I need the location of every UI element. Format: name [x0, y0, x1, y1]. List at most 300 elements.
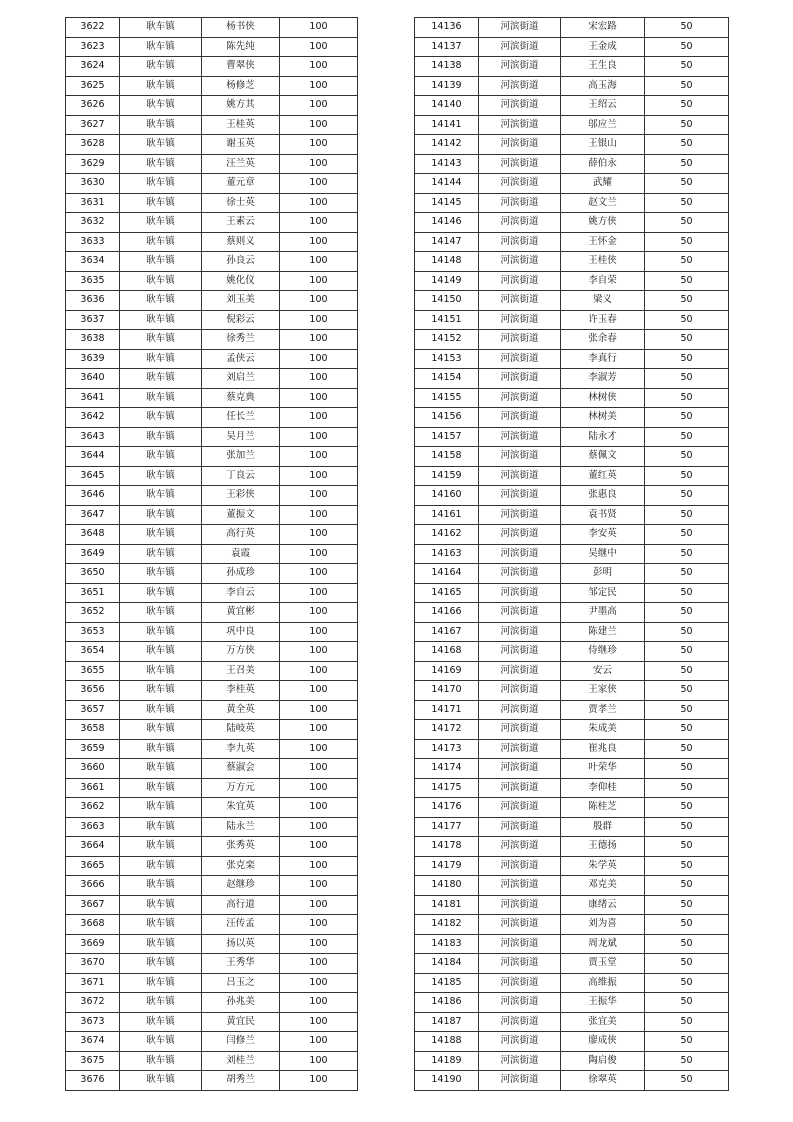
table-row [66, 603, 358, 623]
serial-number-cell: 14145 [415, 193, 479, 213]
person-name-cell: 陈先纯 [202, 37, 280, 57]
location-cell: 耿车镇 [120, 291, 202, 311]
person-name-cell: 谢玉英 [202, 135, 280, 155]
location-cell: 河滨街道 [479, 856, 561, 876]
amount-cell: 100 [280, 817, 358, 837]
serial-number-cell: 14189 [415, 1051, 479, 1071]
amount-cell: 100 [280, 271, 358, 291]
person-name-cell: 孟侠云 [202, 349, 280, 369]
location-cell: 耿车镇 [120, 915, 202, 935]
person-name-cell: 曹翠侠 [202, 57, 280, 77]
table-row [415, 759, 729, 779]
amount-cell: 50 [645, 1012, 729, 1032]
serial-number-cell: 3676 [66, 1071, 120, 1091]
location-cell: 河滨街道 [479, 1032, 561, 1052]
person-name-cell: 张宜美 [561, 1012, 645, 1032]
person-name-cell: 陶启俊 [561, 1051, 645, 1071]
serial-number-cell: 14180 [415, 876, 479, 896]
serial-number-cell: 3671 [66, 973, 120, 993]
serial-number-cell: 3675 [66, 1051, 120, 1071]
amount-cell: 100 [280, 447, 358, 467]
serial-number-cell: 3641 [66, 388, 120, 408]
person-name-cell: 李桂英 [202, 681, 280, 701]
person-name-cell: 贾玉堂 [561, 954, 645, 974]
location-cell: 河滨街道 [479, 525, 561, 545]
location-cell: 河滨街道 [479, 154, 561, 174]
table-row [66, 232, 358, 252]
amount-cell: 100 [280, 369, 358, 389]
person-name-cell: 许玉春 [561, 310, 645, 330]
table-row [415, 1071, 729, 1091]
serial-number-cell: 14143 [415, 154, 479, 174]
table-row [66, 18, 358, 38]
amount-cell: 100 [280, 603, 358, 623]
location-cell: 河滨街道 [479, 291, 561, 311]
location-cell: 河滨街道 [479, 798, 561, 818]
person-name-cell: 李淑芳 [561, 369, 645, 389]
table-row [415, 973, 729, 993]
amount-cell: 50 [645, 856, 729, 876]
amount-cell: 100 [280, 700, 358, 720]
serial-number-cell: 14183 [415, 934, 479, 954]
amount-cell: 50 [645, 291, 729, 311]
serial-number-cell: 3644 [66, 447, 120, 467]
left-roster-table [65, 17, 358, 1091]
person-name-cell: 贾孝兰 [561, 700, 645, 720]
table-row [66, 252, 358, 272]
location-cell: 河滨街道 [479, 661, 561, 681]
person-name-cell: 朱宜英 [202, 798, 280, 818]
person-name-cell: 吴继中 [561, 544, 645, 564]
amount-cell: 100 [280, 1071, 358, 1091]
table-row [415, 154, 729, 174]
person-name-cell: 高维振 [561, 973, 645, 993]
person-name-cell: 高行道 [202, 895, 280, 915]
location-cell: 耿车镇 [120, 681, 202, 701]
location-cell: 河滨街道 [479, 252, 561, 272]
amount-cell: 100 [280, 915, 358, 935]
amount-cell: 50 [645, 583, 729, 603]
location-cell: 耿车镇 [120, 856, 202, 876]
person-name-cell: 王秀华 [202, 954, 280, 974]
amount-cell: 100 [280, 486, 358, 506]
serial-number-cell: 14177 [415, 817, 479, 837]
location-cell: 耿车镇 [120, 505, 202, 525]
location-cell: 耿车镇 [120, 603, 202, 623]
serial-number-cell: 3630 [66, 174, 120, 194]
serial-number-cell: 3637 [66, 310, 120, 330]
person-name-cell: 殷群 [561, 817, 645, 837]
person-name-cell: 邓克美 [561, 876, 645, 896]
serial-number-cell: 14149 [415, 271, 479, 291]
table-row [66, 642, 358, 662]
location-cell: 河滨街道 [479, 466, 561, 486]
table-row [66, 973, 358, 993]
table-row [415, 895, 729, 915]
location-cell: 河滨街道 [479, 330, 561, 350]
serial-number-cell: 3639 [66, 349, 120, 369]
table-row [415, 934, 729, 954]
serial-number-cell: 3625 [66, 76, 120, 96]
amount-cell: 100 [280, 564, 358, 584]
location-cell: 耿车镇 [120, 720, 202, 740]
person-name-cell: 邬应兰 [561, 115, 645, 135]
amount-cell: 100 [280, 135, 358, 155]
table-row [66, 778, 358, 798]
serial-number-cell: 3665 [66, 856, 120, 876]
serial-number-cell: 14140 [415, 96, 479, 116]
amount-cell: 50 [645, 447, 729, 467]
table-row [66, 739, 358, 759]
serial-number-cell: 14160 [415, 486, 479, 506]
table-row [415, 837, 729, 857]
amount-cell: 50 [645, 466, 729, 486]
location-cell: 耿车镇 [120, 349, 202, 369]
location-cell: 河滨街道 [479, 486, 561, 506]
amount-cell: 50 [645, 252, 729, 272]
location-cell: 耿车镇 [120, 661, 202, 681]
table-row [415, 18, 729, 38]
serial-number-cell: 3654 [66, 642, 120, 662]
amount-cell: 50 [645, 213, 729, 233]
amount-cell: 100 [280, 759, 358, 779]
table-row [415, 1051, 729, 1071]
serial-number-cell: 14178 [415, 837, 479, 857]
serial-number-cell: 3624 [66, 57, 120, 77]
table-row [66, 954, 358, 974]
table-row [66, 213, 358, 233]
table-row [66, 622, 358, 642]
person-name-cell: 崔兆良 [561, 739, 645, 759]
person-name-cell: 宋宏路 [561, 18, 645, 38]
amount-cell: 100 [280, 310, 358, 330]
person-name-cell: 武耀 [561, 174, 645, 194]
amount-cell: 50 [645, 876, 729, 896]
table-row [415, 486, 729, 506]
serial-number-cell: 14154 [415, 369, 479, 389]
person-name-cell: 陆岐英 [202, 720, 280, 740]
person-name-cell: 赵文兰 [561, 193, 645, 213]
amount-cell: 50 [645, 76, 729, 96]
table-row [66, 154, 358, 174]
person-name-cell: 薛伯永 [561, 154, 645, 174]
table-row [66, 817, 358, 837]
location-cell: 河滨街道 [479, 1051, 561, 1071]
location-cell: 耿车镇 [120, 1071, 202, 1091]
amount-cell: 100 [280, 525, 358, 545]
location-cell: 耿车镇 [120, 486, 202, 506]
person-name-cell: 王家侠 [561, 681, 645, 701]
person-name-cell: 巩中良 [202, 622, 280, 642]
amount-cell: 50 [645, 993, 729, 1013]
person-name-cell: 袁霞 [202, 544, 280, 564]
table-row [66, 681, 358, 701]
amount-cell: 50 [645, 564, 729, 584]
serial-number-cell: 14146 [415, 213, 479, 233]
table-row [66, 895, 358, 915]
table-row [415, 349, 729, 369]
amount-cell: 50 [645, 973, 729, 993]
amount-cell: 100 [280, 954, 358, 974]
table-row [415, 642, 729, 662]
serial-number-cell: 14176 [415, 798, 479, 818]
location-cell: 河滨街道 [479, 544, 561, 564]
person-name-cell: 梁义 [561, 291, 645, 311]
serial-number-cell: 3656 [66, 681, 120, 701]
location-cell: 耿车镇 [120, 135, 202, 155]
table-row [415, 739, 729, 759]
location-cell: 耿车镇 [120, 1012, 202, 1032]
table-row [415, 603, 729, 623]
amount-cell: 50 [645, 661, 729, 681]
amount-cell: 50 [645, 817, 729, 837]
location-cell: 河滨街道 [479, 603, 561, 623]
serial-number-cell: 3632 [66, 213, 120, 233]
serial-number-cell: 14188 [415, 1032, 479, 1052]
amount-cell: 50 [645, 895, 729, 915]
person-name-cell: 李九英 [202, 739, 280, 759]
amount-cell: 100 [280, 583, 358, 603]
amount-cell: 100 [280, 505, 358, 525]
table-row [66, 37, 358, 57]
location-cell: 耿车镇 [120, 330, 202, 350]
serial-number-cell: 14173 [415, 739, 479, 759]
serial-number-cell: 3660 [66, 759, 120, 779]
amount-cell: 100 [280, 739, 358, 759]
serial-number-cell: 3635 [66, 271, 120, 291]
person-name-cell: 李仰桂 [561, 778, 645, 798]
person-name-cell: 林树侠 [561, 388, 645, 408]
amount-cell: 50 [645, 778, 729, 798]
serial-number-cell: 3669 [66, 934, 120, 954]
amount-cell: 50 [645, 388, 729, 408]
location-cell: 耿车镇 [120, 583, 202, 603]
serial-number-cell: 3643 [66, 427, 120, 447]
table-row [415, 96, 729, 116]
serial-number-cell: 14184 [415, 954, 479, 974]
location-cell: 耿车镇 [120, 271, 202, 291]
serial-number-cell: 3649 [66, 544, 120, 564]
location-cell: 耿车镇 [120, 174, 202, 194]
person-name-cell: 姚化仪 [202, 271, 280, 291]
amount-cell: 50 [645, 232, 729, 252]
table-row [66, 427, 358, 447]
table-row [66, 1032, 358, 1052]
serial-number-cell: 3650 [66, 564, 120, 584]
location-cell: 河滨街道 [479, 934, 561, 954]
amount-cell: 50 [645, 330, 729, 350]
serial-number-cell: 14147 [415, 232, 479, 252]
table-row [415, 525, 729, 545]
table-row [66, 583, 358, 603]
amount-cell: 50 [645, 174, 729, 194]
location-cell: 河滨街道 [479, 720, 561, 740]
person-name-cell: 吴月兰 [202, 427, 280, 447]
amount-cell: 50 [645, 915, 729, 935]
person-name-cell: 刘玉美 [202, 291, 280, 311]
amount-cell: 50 [645, 798, 729, 818]
location-cell: 耿车镇 [120, 778, 202, 798]
amount-cell: 50 [645, 603, 729, 623]
serial-number-cell: 14190 [415, 1071, 479, 1091]
table-row [415, 369, 729, 389]
amount-cell: 100 [280, 798, 358, 818]
amount-cell: 100 [280, 388, 358, 408]
serial-number-cell: 3645 [66, 466, 120, 486]
table-row [66, 466, 358, 486]
amount-cell: 50 [645, 622, 729, 642]
location-cell: 河滨街道 [479, 213, 561, 233]
amount-cell: 50 [645, 1032, 729, 1052]
amount-cell: 50 [645, 486, 729, 506]
table-row [415, 993, 729, 1013]
table-row [415, 1032, 729, 1052]
person-name-cell: 黄宜彬 [202, 603, 280, 623]
table-row [66, 759, 358, 779]
person-name-cell: 蔡佩文 [561, 447, 645, 467]
amount-cell: 50 [645, 408, 729, 428]
person-name-cell: 蔡淑会 [202, 759, 280, 779]
location-cell: 耿车镇 [120, 369, 202, 389]
table-row [415, 271, 729, 291]
amount-cell: 50 [645, 954, 729, 974]
location-cell: 河滨街道 [479, 447, 561, 467]
location-cell: 河滨街道 [479, 349, 561, 369]
person-name-cell: 徐翠英 [561, 1071, 645, 1091]
amount-cell: 100 [280, 544, 358, 564]
location-cell: 耿车镇 [120, 193, 202, 213]
location-cell: 耿车镇 [120, 447, 202, 467]
amount-cell: 100 [280, 232, 358, 252]
serial-number-cell: 3659 [66, 739, 120, 759]
location-cell: 河滨街道 [479, 778, 561, 798]
serial-number-cell: 3626 [66, 96, 120, 116]
serial-number-cell: 3642 [66, 408, 120, 428]
person-name-cell: 陆永才 [561, 427, 645, 447]
location-cell: 耿车镇 [120, 427, 202, 447]
amount-cell: 50 [645, 115, 729, 135]
amount-cell: 100 [280, 934, 358, 954]
person-name-cell: 刘桂兰 [202, 1051, 280, 1071]
location-cell: 河滨街道 [479, 505, 561, 525]
table-row [415, 57, 729, 77]
serial-number-cell: 3661 [66, 778, 120, 798]
serial-number-cell: 3631 [66, 193, 120, 213]
table-row [415, 37, 729, 57]
table-row [66, 271, 358, 291]
person-name-cell: 张惠良 [561, 486, 645, 506]
serial-number-cell: 14142 [415, 135, 479, 155]
serial-number-cell: 3663 [66, 817, 120, 837]
person-name-cell: 倪彩云 [202, 310, 280, 330]
amount-cell: 100 [280, 174, 358, 194]
location-cell: 河滨街道 [479, 427, 561, 447]
table-row [415, 213, 729, 233]
person-name-cell: 刘为喜 [561, 915, 645, 935]
serial-number-cell: 3672 [66, 993, 120, 1013]
serial-number-cell: 14136 [415, 18, 479, 38]
location-cell: 耿车镇 [120, 642, 202, 662]
table-row [66, 486, 358, 506]
table-row [415, 681, 729, 701]
serial-number-cell: 14182 [415, 915, 479, 935]
table-row [415, 700, 729, 720]
person-name-cell: 尹墨高 [561, 603, 645, 623]
serial-number-cell: 3646 [66, 486, 120, 506]
person-name-cell: 林树美 [561, 408, 645, 428]
serial-number-cell: 3633 [66, 232, 120, 252]
table-row [66, 856, 358, 876]
person-name-cell: 胡秀兰 [202, 1071, 280, 1091]
serial-number-cell: 3653 [66, 622, 120, 642]
amount-cell: 100 [280, 18, 358, 38]
table-row [66, 174, 358, 194]
person-name-cell: 任长兰 [202, 408, 280, 428]
table-row [415, 115, 729, 135]
location-cell: 河滨街道 [479, 388, 561, 408]
location-cell: 耿车镇 [120, 466, 202, 486]
table-row [415, 252, 729, 272]
serial-number-cell: 3623 [66, 37, 120, 57]
table-row [66, 661, 358, 681]
location-cell: 河滨街道 [479, 271, 561, 291]
amount-cell: 100 [280, 291, 358, 311]
person-name-cell: 张余春 [561, 330, 645, 350]
person-name-cell: 徐士英 [202, 193, 280, 213]
person-name-cell: 康绪云 [561, 895, 645, 915]
serial-number-cell: 3651 [66, 583, 120, 603]
location-cell: 河滨街道 [479, 408, 561, 428]
serial-number-cell: 14159 [415, 466, 479, 486]
amount-cell: 100 [280, 642, 358, 662]
table-row [415, 466, 729, 486]
serial-number-cell: 14167 [415, 622, 479, 642]
table-row [415, 778, 729, 798]
serial-number-cell: 14185 [415, 973, 479, 993]
person-name-cell: 王银山 [561, 135, 645, 155]
amount-cell: 50 [645, 427, 729, 447]
person-name-cell: 陈建兰 [561, 622, 645, 642]
amount-cell: 100 [280, 213, 358, 233]
amount-cell: 50 [645, 700, 729, 720]
location-cell: 耿车镇 [120, 993, 202, 1013]
location-cell: 河滨街道 [479, 739, 561, 759]
table-row [66, 1012, 358, 1032]
location-cell: 耿车镇 [120, 115, 202, 135]
person-name-cell: 闫修兰 [202, 1032, 280, 1052]
amount-cell: 100 [280, 837, 358, 857]
serial-number-cell: 14148 [415, 252, 479, 272]
amount-cell: 100 [280, 1051, 358, 1071]
amount-cell: 100 [280, 622, 358, 642]
serial-number-cell: 14165 [415, 583, 479, 603]
table-row [415, 330, 729, 350]
location-cell: 耿车镇 [120, 37, 202, 57]
location-cell: 耿车镇 [120, 1051, 202, 1071]
person-name-cell: 杨书侠 [202, 18, 280, 38]
serial-number-cell: 14179 [415, 856, 479, 876]
person-name-cell: 孙兆美 [202, 993, 280, 1013]
table-row [415, 135, 729, 155]
amount-cell: 50 [645, 349, 729, 369]
serial-number-cell: 3636 [66, 291, 120, 311]
serial-number-cell: 3657 [66, 700, 120, 720]
amount-cell: 50 [645, 193, 729, 213]
table-row [66, 876, 358, 896]
person-name-cell: 董红英 [561, 466, 645, 486]
table-row [415, 798, 729, 818]
location-cell: 耿车镇 [120, 837, 202, 857]
